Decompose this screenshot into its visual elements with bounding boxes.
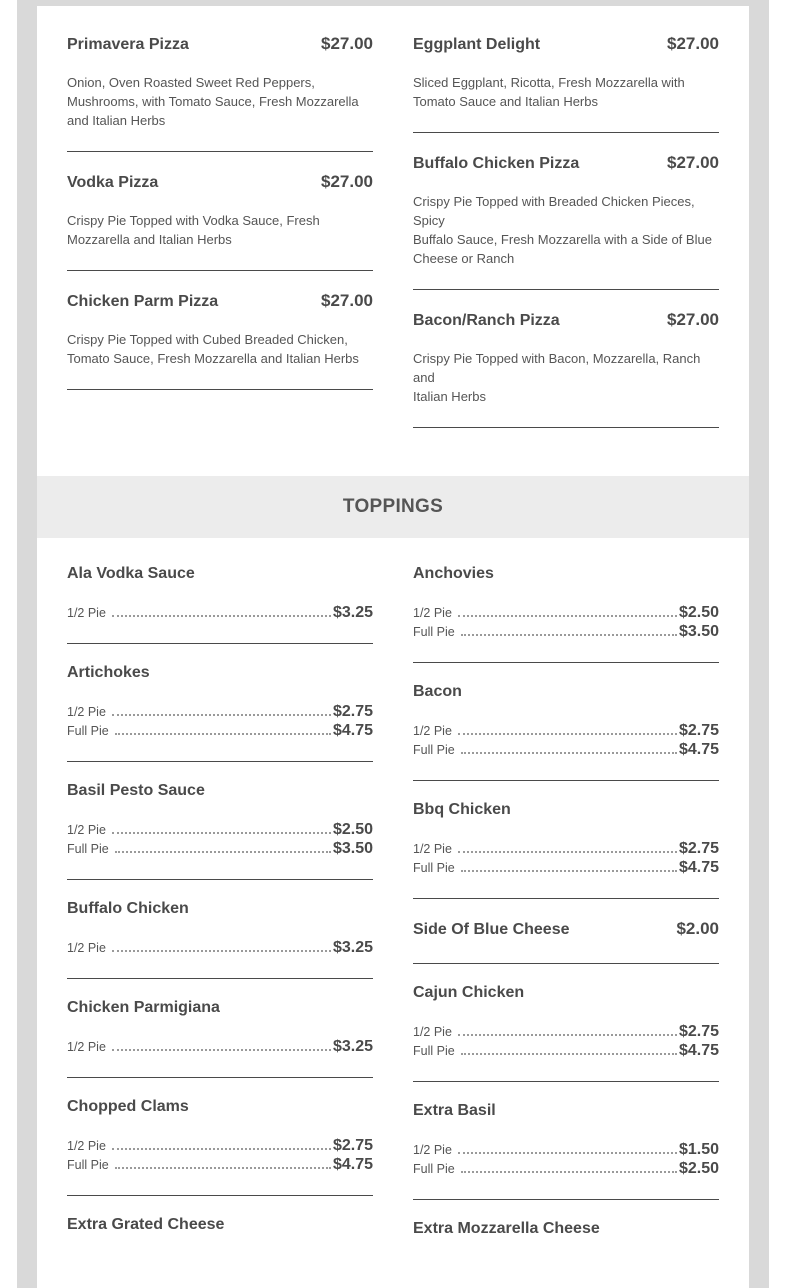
item-price: $27.00: [321, 172, 373, 191]
topping-item[interactable]: [67, 565, 373, 644]
item-name: Eggplant Delight: [413, 36, 541, 53]
topping-item[interactable]: [413, 801, 719, 899]
option-price: $4.75: [678, 1042, 719, 1059]
item-name: Artichokes: [67, 664, 150, 681]
item-price: $27.00: [667, 153, 719, 172]
item-price: $27.00: [321, 34, 373, 53]
option-label: 1/2 Pie: [67, 606, 106, 620]
item-price: $27.00: [321, 291, 373, 310]
item-description: [413, 349, 719, 427]
option-label: 1/2 Pie: [413, 1025, 452, 1039]
toppings-column-left: [67, 565, 373, 1240]
dot-leader: [112, 1138, 331, 1150]
price-options: [67, 1038, 373, 1077]
option-price: $2.75: [332, 703, 373, 720]
price-option: [413, 722, 719, 741]
option-price: $2.75: [332, 1137, 373, 1154]
price-options: [67, 821, 373, 879]
section-header-toppings: [37, 476, 749, 538]
option-label: 1/2 Pie: [413, 1143, 452, 1157]
option-price: $4.75: [332, 1156, 373, 1173]
description-line: Crispy Pie Topped with Vodka Sauce, Fresh: [67, 213, 320, 228]
dot-leader: [112, 704, 331, 716]
description-line: Italian Herbs: [413, 389, 486, 404]
description-line: Sliced Eggplant, Ricotta, Fresh Mozzarella with: [413, 75, 685, 90]
price-option: [413, 859, 719, 878]
item-price: $2.00: [676, 919, 719, 938]
price-options: [413, 604, 719, 662]
pizza-column-left: [67, 34, 373, 390]
dot-leader: [112, 822, 331, 834]
option-price: $3.50: [678, 623, 719, 640]
dot-leader: [458, 723, 677, 735]
item-name: Chicken Parmigiana: [67, 999, 220, 1016]
option-label: 1/2 Pie: [67, 1040, 106, 1054]
option-label: 1/2 Pie: [67, 941, 106, 955]
item-name: Cajun Chicken: [413, 984, 525, 1001]
item-price: $27.00: [667, 310, 719, 329]
dot-leader: [461, 1043, 677, 1055]
menu-item[interactable]: [67, 172, 373, 271]
topping-item[interactable]: [67, 782, 373, 880]
item-name: Chopped Clams: [67, 1098, 189, 1115]
price-options: [413, 1023, 719, 1081]
pizza-column-right: [413, 34, 719, 428]
topping-item[interactable]: [67, 900, 373, 979]
price-options: [413, 1141, 719, 1199]
option-label: Full Pie: [413, 743, 455, 757]
price-option: [413, 840, 719, 859]
item-name: Extra Grated Cheese: [67, 1216, 225, 1233]
option-price: $4.75: [678, 741, 719, 758]
option-price: $2.50: [678, 604, 719, 621]
price-option: [413, 623, 719, 642]
price-option: [67, 1038, 373, 1057]
menu-item[interactable]: [413, 153, 719, 290]
topping-item[interactable]: [67, 664, 373, 762]
price-option: [67, 604, 373, 623]
option-price: $2.50: [332, 821, 373, 838]
description-line: Crispy Pie Topped with Bacon, Mozzarella, Ranch and: [413, 351, 701, 385]
topping-item[interactable]: [413, 1220, 719, 1244]
dot-leader: [461, 742, 677, 754]
item-name: Extra Basil: [413, 1102, 496, 1119]
option-label: 1/2 Pie: [67, 705, 106, 719]
toppings-column-right: [413, 565, 719, 1244]
option-price: $2.75: [678, 1023, 719, 1040]
option-price: $2.75: [678, 840, 719, 857]
item-description: [67, 330, 373, 389]
price-options: [413, 840, 719, 898]
dot-leader: [112, 605, 331, 617]
option-price: $1.50: [678, 1141, 719, 1158]
price-options: [413, 722, 719, 780]
item-name: Bacon: [413, 683, 462, 700]
option-price: $2.75: [678, 722, 719, 739]
description-line: Onion, Oven Roasted Sweet Red Peppers,: [67, 75, 315, 90]
dot-leader: [458, 1024, 677, 1036]
description-line: Tomato Sauce and Italian Herbs: [413, 94, 598, 109]
description-line: Crispy Pie Topped with Cubed Breaded Chicken,: [67, 332, 348, 347]
description-line: Cheese or Ranch: [413, 251, 515, 266]
menu-item[interactable]: [413, 310, 719, 428]
option-label: Full Pie: [413, 1162, 455, 1176]
item-name: Chicken Parm Pizza: [67, 293, 219, 310]
topping-item[interactable]: [413, 683, 719, 781]
menu-item[interactable]: [413, 34, 719, 133]
price-options: [67, 703, 373, 761]
option-price: $4.75: [678, 859, 719, 876]
option-label: Full Pie: [413, 625, 455, 639]
dot-leader: [461, 1161, 677, 1173]
description-line: Crispy Pie Topped with Breaded Chicken Pieces, Spicy: [413, 194, 695, 228]
dot-leader: [458, 605, 677, 617]
topping-item[interactable]: [413, 984, 719, 1082]
topping-item[interactable]: [67, 1098, 373, 1196]
option-price: $3.25: [332, 1038, 373, 1055]
price-option: [413, 741, 719, 760]
item-description: [67, 211, 373, 270]
item-name: Vodka Pizza: [67, 174, 159, 191]
dot-leader: [458, 841, 677, 853]
dot-leader: [112, 1039, 331, 1051]
menu-item[interactable]: [67, 34, 373, 152]
description-line: Buffalo Sauce, Fresh Mozzarella with a Side of Blue: [413, 232, 712, 247]
description-line: Tomato Sauce, Fresh Mozzarella and Italian Herbs: [67, 351, 359, 366]
topping-item[interactable]: [67, 1216, 373, 1240]
description-line: Mushrooms, with Tomato Sauce, Fresh Mozzarella: [67, 94, 359, 109]
item-name: Basil Pesto Sauce: [67, 782, 205, 799]
price-option: [67, 821, 373, 840]
menu-item[interactable]: [67, 291, 373, 390]
price-option: [67, 722, 373, 741]
price-options: [67, 1137, 373, 1195]
option-price: $3.25: [332, 604, 373, 621]
option-label: 1/2 Pie: [413, 724, 452, 738]
option-price: $4.75: [332, 722, 373, 739]
item-name: Extra Mozzarella Cheese: [413, 1220, 600, 1237]
item-name: Bacon/Ranch Pizza: [413, 312, 560, 329]
option-label: 1/2 Pie: [413, 842, 452, 856]
option-price: $3.25: [332, 939, 373, 956]
item-name: Bbq Chicken: [413, 801, 511, 818]
item-description: [413, 73, 719, 132]
price-option: [413, 604, 719, 623]
dot-leader: [115, 841, 331, 853]
option-label: Full Pie: [67, 724, 109, 738]
price-option: [413, 1141, 719, 1160]
price-option: [413, 1042, 719, 1061]
price-option: [67, 703, 373, 722]
dot-leader: [461, 860, 677, 872]
option-label: Full Pie: [67, 842, 109, 856]
option-label: Full Pie: [413, 861, 455, 875]
topping-item[interactable]: [413, 565, 719, 663]
option-label: Full Pie: [413, 1044, 455, 1058]
price-options: [67, 939, 373, 978]
price-option: [67, 1137, 373, 1156]
item-description: [413, 192, 719, 289]
price-option: [67, 1156, 373, 1175]
dot-leader: [112, 940, 331, 952]
dot-leader: [115, 1157, 331, 1169]
item-price: $27.00: [667, 34, 719, 53]
topping-item[interactable]: [413, 919, 719, 964]
item-name: Anchovies: [413, 565, 494, 582]
price-option: [413, 1023, 719, 1042]
item-description: [67, 73, 373, 151]
item-name: Side Of Blue Cheese: [413, 921, 570, 938]
topping-item[interactable]: [413, 1102, 719, 1200]
item-name: Primavera Pizza: [67, 36, 189, 53]
option-price: $2.50: [678, 1160, 719, 1177]
price-options: [67, 604, 373, 643]
option-label: 1/2 Pie: [67, 823, 106, 837]
item-name: Ala Vodka Sauce: [67, 565, 195, 582]
section-title: TOPPINGS: [342, 496, 444, 517]
item-name: Buffalo Chicken: [67, 900, 189, 917]
option-label: 1/2 Pie: [413, 606, 452, 620]
description-line: Mozzarella and Italian Herbs: [67, 232, 232, 247]
topping-item[interactable]: [67, 999, 373, 1078]
option-label: Full Pie: [67, 1158, 109, 1172]
price-option: [67, 939, 373, 958]
option-label: 1/2 Pie: [67, 1139, 106, 1153]
dot-leader: [115, 723, 331, 735]
dot-leader: [461, 624, 677, 636]
price-option: [413, 1160, 719, 1179]
option-price: $3.50: [332, 840, 373, 857]
item-name: Buffalo Chicken Pizza: [413, 155, 580, 172]
dot-leader: [458, 1142, 677, 1154]
description-line: and Italian Herbs: [67, 113, 166, 128]
price-option: [67, 840, 373, 859]
